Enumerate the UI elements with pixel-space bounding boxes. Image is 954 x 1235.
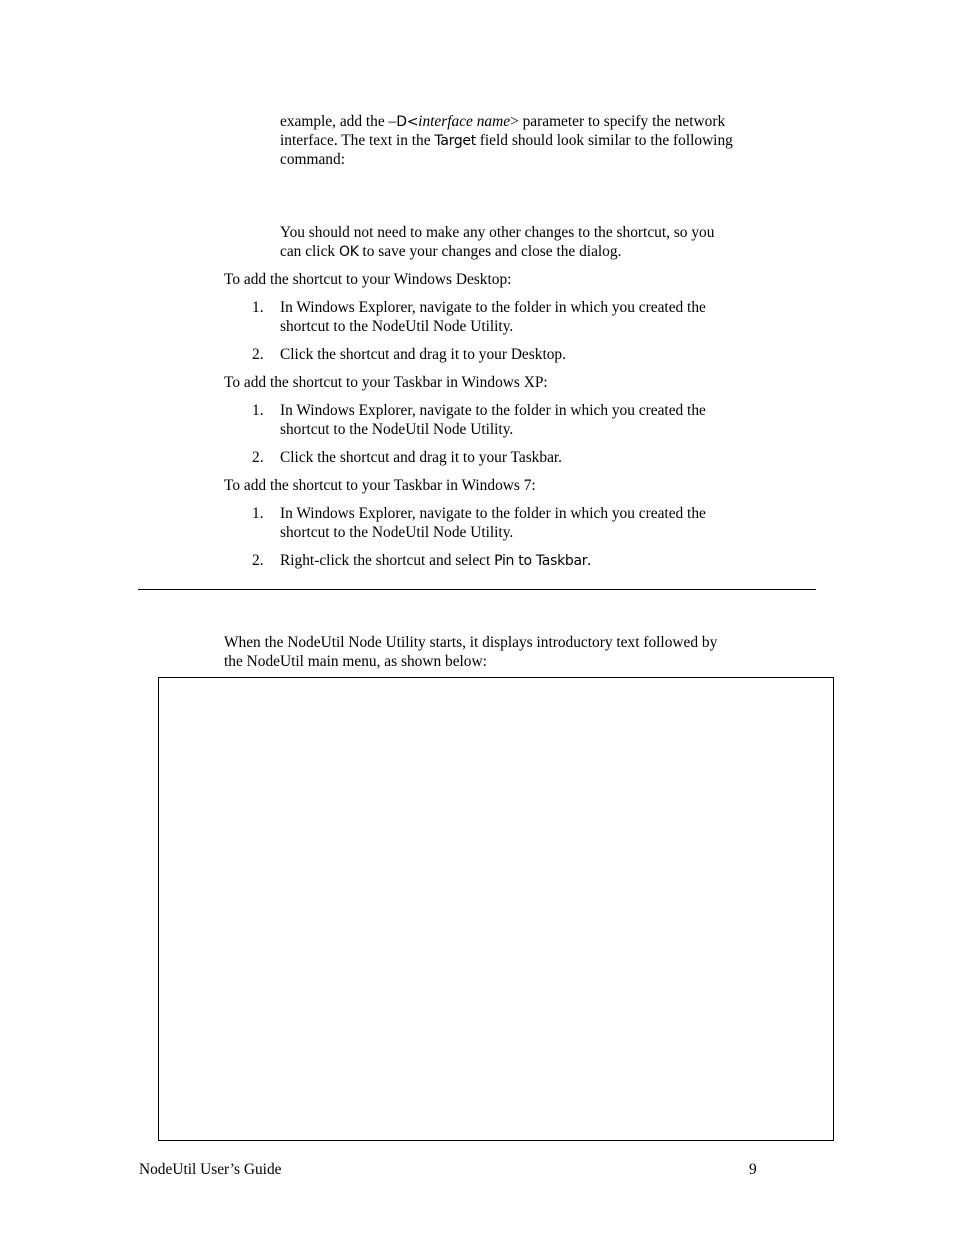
main-menu-screenshot-frame (158, 677, 834, 1141)
changes-line-2 (280, 242, 621, 262)
taskbar-xp-heading: To add the shortcut to your Taskbar in Windows XP: (224, 374, 548, 391)
w7-step2 (280, 551, 591, 571)
w7-step2-text: . (587, 552, 592, 569)
desktop-step1-line2: shortcut to the NodeUtil Node Utility. (280, 318, 514, 335)
changes-text: to save your changes and close the dialog. (358, 243, 622, 260)
intro-line-3: command: (280, 151, 345, 168)
intro-line-2 (280, 131, 733, 151)
step-number: 2. (252, 449, 264, 466)
intro-text: example, add the – (280, 113, 397, 130)
startup-line-1: When the NodeUtil Node Utility starts, it displays introductory text followed by (224, 634, 718, 651)
w7-step1-line1: In Windows Explorer, navigate to the folder in which you created the (280, 505, 706, 522)
desktop-heading: To add the shortcut to your Windows Desktop: (224, 271, 512, 288)
step-number: 1. (252, 299, 264, 316)
param-d: D< (396, 114, 419, 130)
w7-step2-text: Right-click the shortcut and select (280, 552, 495, 569)
param-close: > (510, 113, 519, 130)
taskbar-w7-heading: To add the shortcut to your Taskbar in Windows 7: (224, 477, 536, 494)
xp-step1-line2: shortcut to the NodeUtil Node Utility. (280, 421, 514, 438)
desktop-step1-line1: In Windows Explorer, navigate to the folder in which you created the (280, 299, 706, 316)
startup-line-2: the NodeUtil main menu, as shown below: (224, 653, 487, 670)
changes-line-1: You should not need to make any other changes to the shortcut, so you (280, 224, 715, 241)
changes-text: can click (280, 243, 339, 260)
param-interface-name: interface name (418, 113, 511, 130)
intro-text: parameter to specify the network (518, 113, 726, 130)
step-number: 2. (252, 346, 264, 363)
intro-line-1 (280, 112, 725, 132)
ok-button-ref: OK (338, 244, 359, 260)
footer-title: NodeUtil User’s Guide (139, 1161, 282, 1178)
section-divider (138, 589, 816, 590)
step-number: 1. (252, 505, 264, 522)
w7-step1-line2: shortcut to the NodeUtil Node Utility. (280, 524, 514, 541)
desktop-step2: Click the shortcut and drag it to your Desktop. (280, 346, 566, 363)
intro-text: field should look similar to the following (475, 132, 733, 149)
step-number: 2. (252, 552, 264, 569)
page-number: 9 (749, 1161, 757, 1178)
xp-step1-line1: In Windows Explorer, navigate to the folder in which you created the (280, 402, 706, 419)
target-field-label: Target (434, 133, 476, 149)
xp-step2: Click the shortcut and drag it to your Taskbar. (280, 449, 563, 466)
intro-text: interface. The text in the (280, 132, 435, 149)
step-number: 1. (252, 402, 264, 419)
pin-to-taskbar-ref: Pin to Taskbar (494, 553, 588, 569)
